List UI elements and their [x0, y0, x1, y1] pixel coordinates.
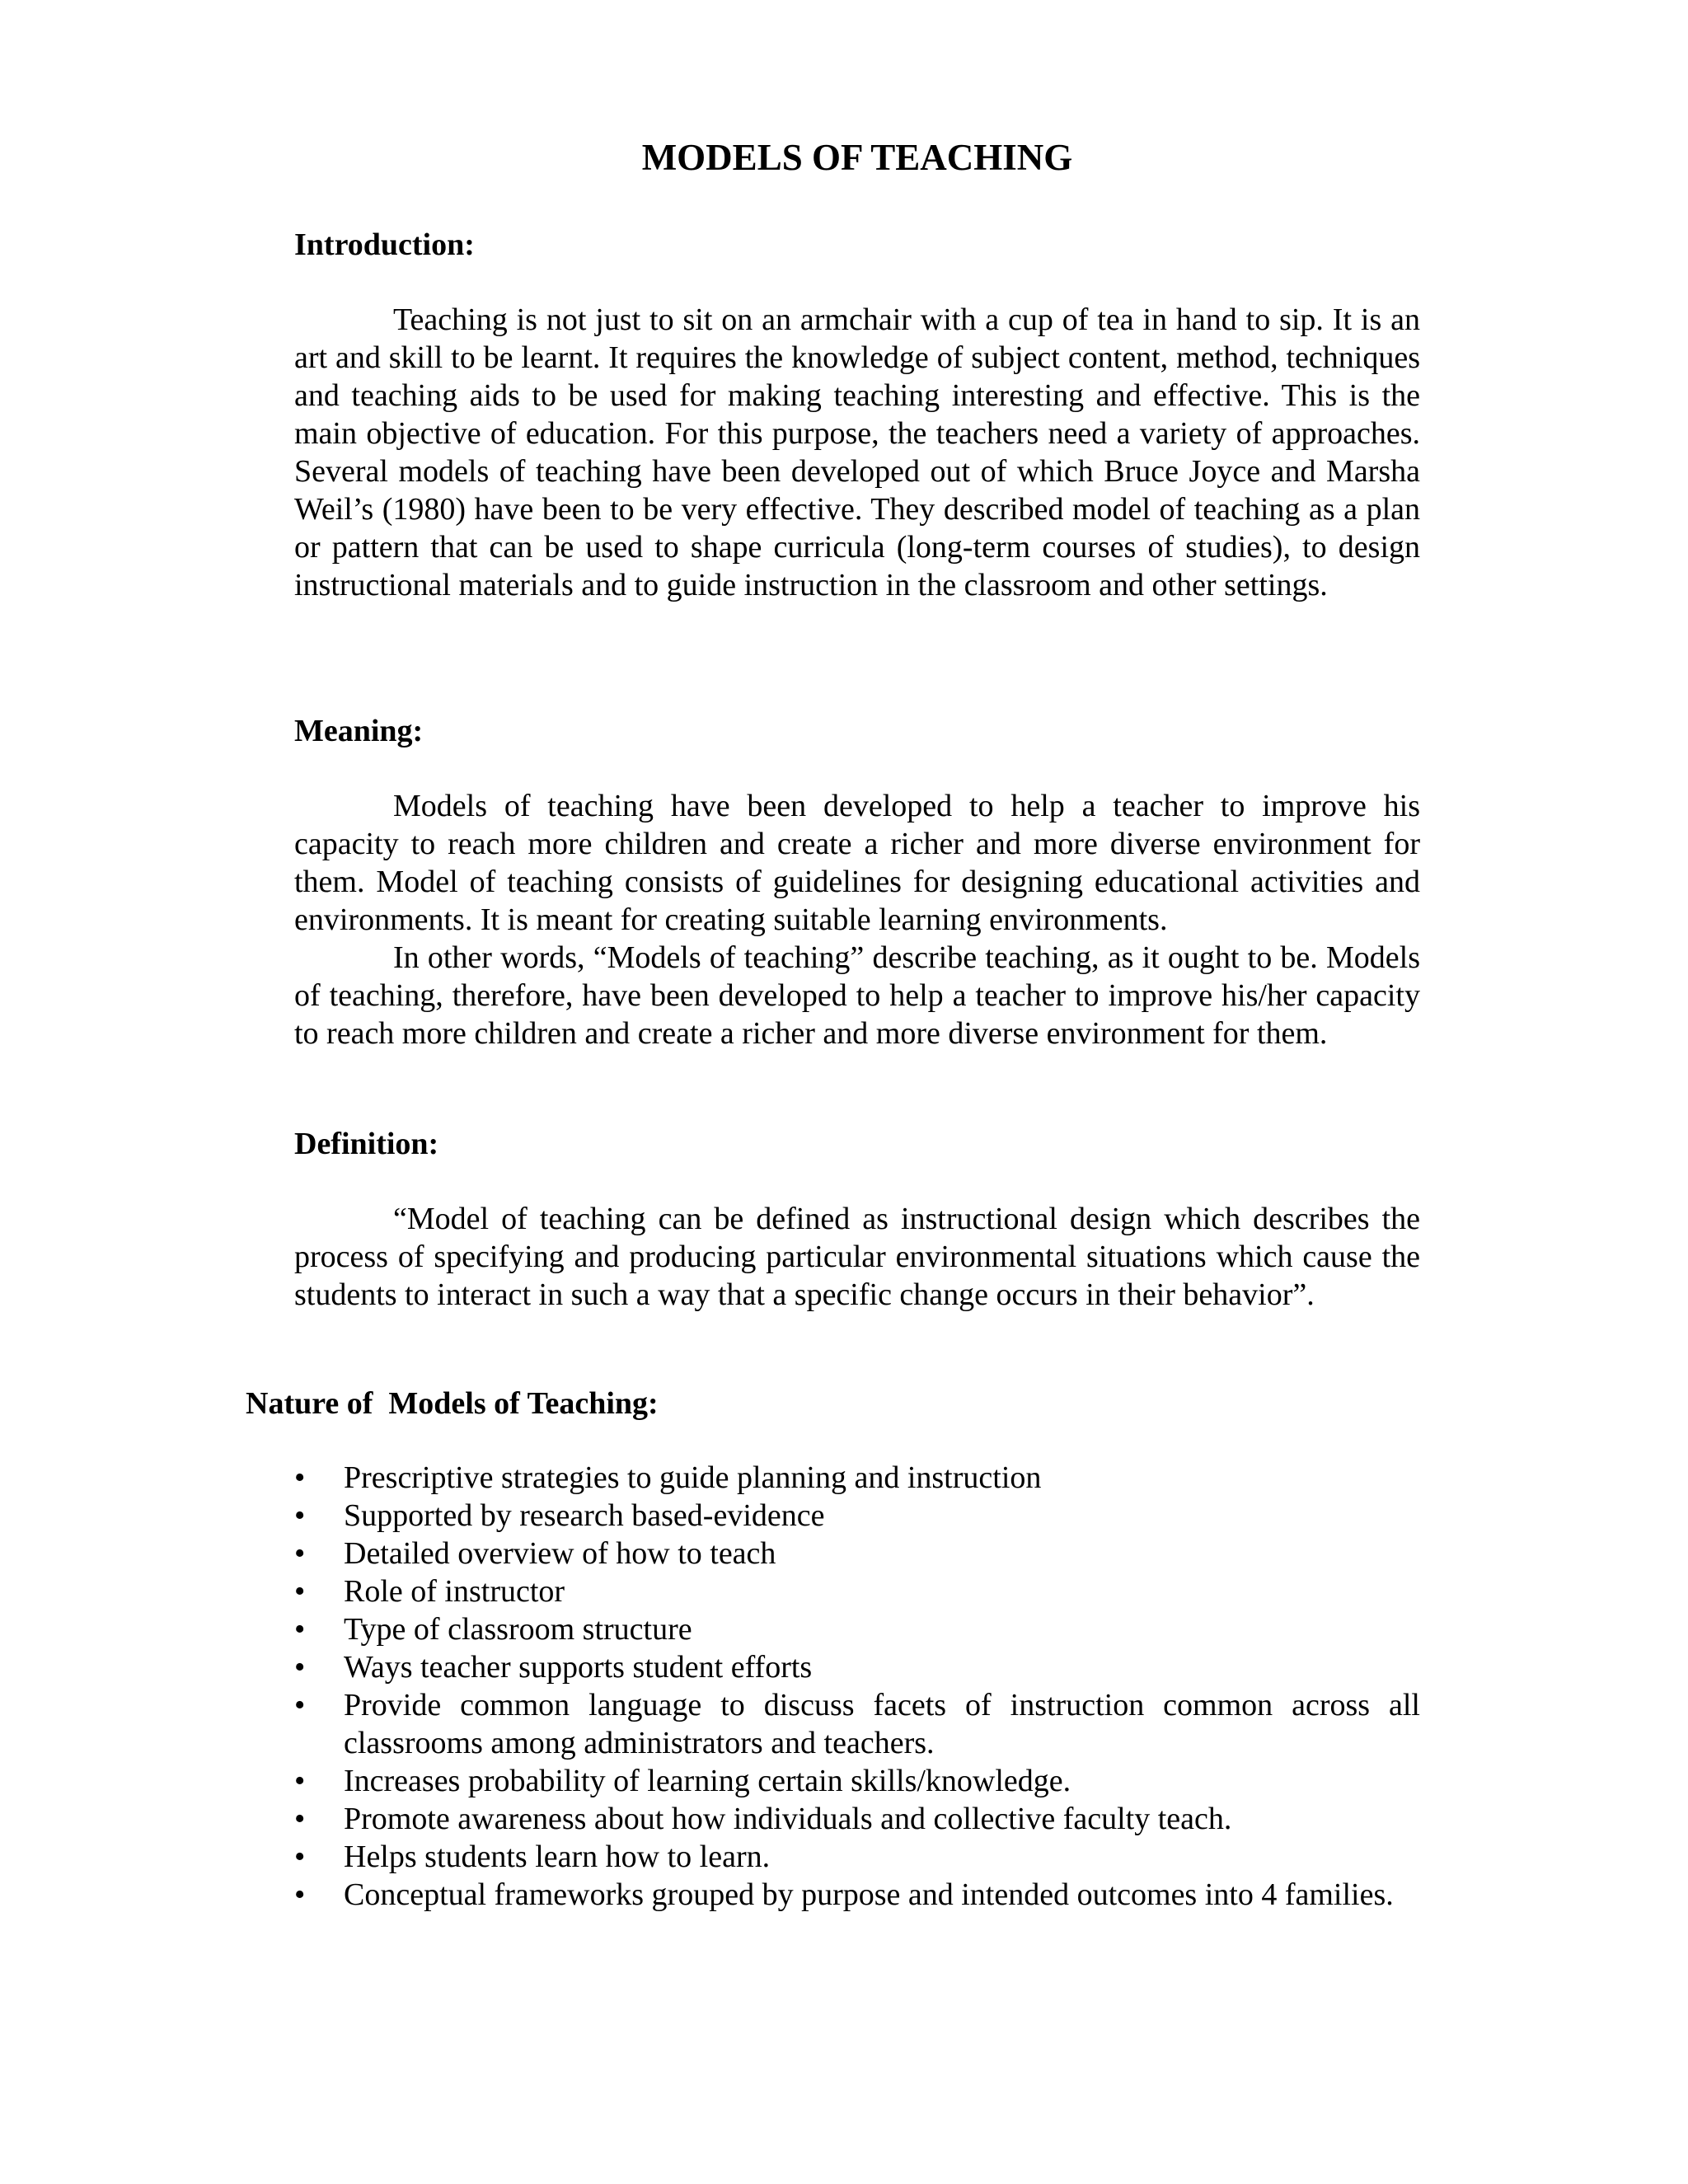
bullet-text: Provide common language to discuss facets of instruction common across all classrooms among administrators and teachers.	[344, 1688, 1420, 1760]
introduction-heading: Introduction:	[294, 227, 475, 262]
bullet-text: Detailed overview of how to teach	[344, 1536, 776, 1571]
nature-heading: Nature of Models of Teaching:	[246, 1386, 659, 1421]
bullet-list-item	[294, 1762, 1420, 1800]
bullet-text: Supported by research based-evidence	[344, 1498, 825, 1533]
bullet-list-item	[294, 1686, 1420, 1762]
bullet-list-item	[294, 1497, 1420, 1535]
meaning-section	[294, 787, 1420, 1052]
bullet-icon: •	[294, 1612, 306, 1647]
definition-heading: Definition:	[294, 1127, 439, 1161]
bullet-list-item	[294, 1838, 1420, 1876]
bullet-icon: •	[294, 1574, 306, 1609]
bullet-icon: •	[294, 1460, 306, 1495]
bullet-text: Increases probability of learning certain skills/knowledge.	[344, 1764, 1071, 1798]
bullet-icon: •	[294, 1802, 306, 1836]
meaning-heading: Meaning:	[294, 714, 424, 748]
bullet-icon: •	[294, 1840, 306, 1874]
bullet-list-item	[294, 1535, 1420, 1572]
bullet-icon: •	[294, 1877, 306, 1912]
page-title: MODELS OF TEACHING	[641, 137, 1073, 178]
bullet-icon: •	[294, 1688, 306, 1722]
bullet-text: Ways teacher supports student efforts	[344, 1650, 813, 1685]
bullet-text: Prescriptive strategies to guide planning and instruction	[344, 1460, 1042, 1495]
introduction-paragraph: Teaching is not just to sit on an armchair with a cup of tea in hand to sip. It is an art and skill to be learnt. It requires the knowledge of subject content, method, techniques and teaching aids to be used for making teaching interesting and effective. This is the main objective of education. For this purpose, the teachers need a variety of approaches. Several models of teaching have been developed out of which Bruce Joyce and Marsha Weil’s (1980) have been to be very effective. They described model of teaching as a plan or pattern that can be used to shape curricula (long-term courses of studies), to design instructional materials and to guide instruction in the classroom and other settings.	[294, 302, 1420, 602]
bullet-list-item	[294, 1610, 1420, 1648]
bullet-text: Conceptual frameworks grouped by purpose and intended outcomes into 4 families.	[344, 1877, 1394, 1912]
bullet-text: Promote awareness about how individuals and collective faculty teach.	[344, 1802, 1232, 1836]
bullet-list-item	[294, 1800, 1420, 1838]
meaning-paragraph-2: In other words, “Models of teaching” describe teaching, as it ought to be. Models of teaching, therefore, have been developed to help a teacher to improve his/her capacity to reach more children and create a richer and more diverse environment for them.	[294, 940, 1420, 1051]
meaning-paragraph-1: Models of teaching have been developed to help a teacher to improve his capacity to reach more children and create a richer and more diverse environment for them. Model of teaching consists of guidelines for designing educational activities and environments. It is meant for creating suitable learning environments.	[294, 789, 1420, 937]
bullet-text: Role of instructor	[344, 1574, 565, 1609]
bullet-text: Helps students learn how to learn.	[344, 1840, 771, 1874]
bullet-list-item	[294, 1648, 1420, 1686]
bullet-text: Type of classroom structure	[344, 1612, 692, 1647]
bullet-icon: •	[294, 1498, 306, 1533]
bullet-icon: •	[294, 1764, 306, 1798]
bullet-list-item	[294, 1876, 1420, 1914]
bullet-icon: •	[294, 1536, 306, 1571]
nature-bullet-list	[294, 1459, 1420, 1914]
definition-paragraph: “Model of teaching can be defined as instructional design which describes the process of specifying and producing particular environmental situations which cause the students to interact in such a way that a specific change occurs in their behavior”.	[294, 1202, 1420, 1312]
bullet-list-item	[294, 1459, 1420, 1497]
bullet-icon: •	[294, 1650, 306, 1685]
bullet-list-item	[294, 1572, 1420, 1610]
